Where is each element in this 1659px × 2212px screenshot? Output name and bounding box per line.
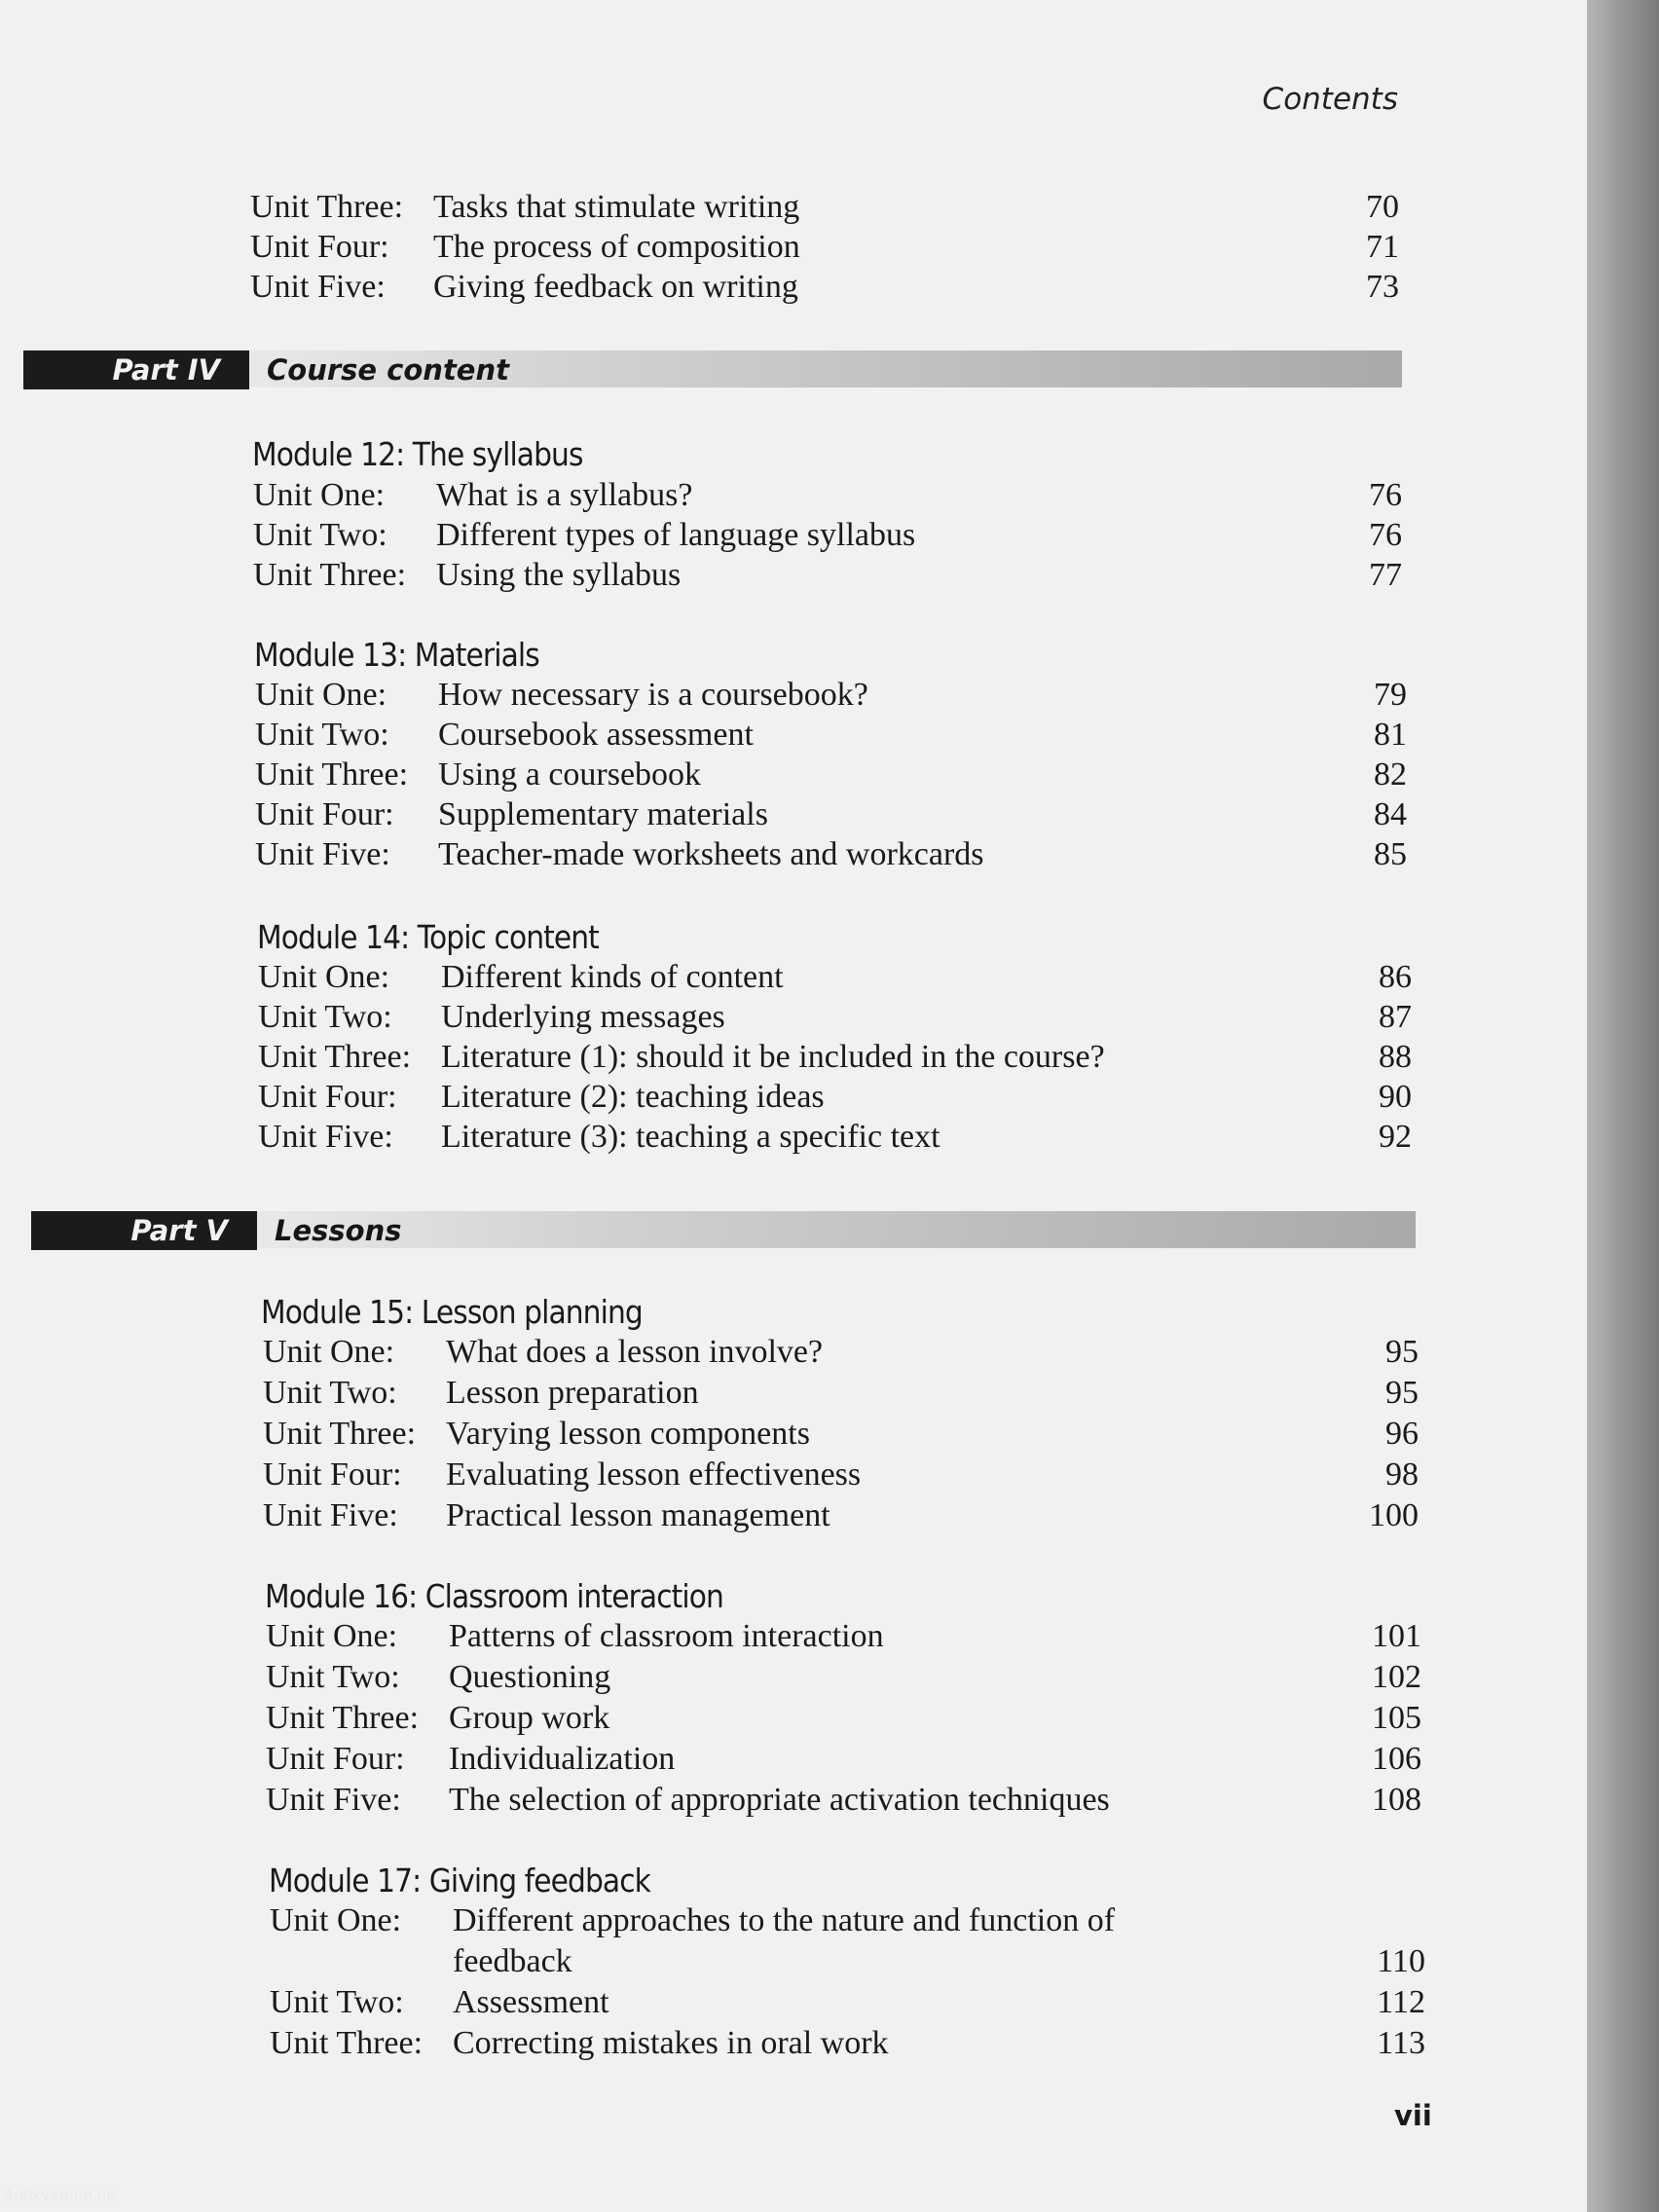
- toc-entry: [266, 1698, 1421, 1739]
- unit-label: Unit Three:: [258, 1039, 412, 1075]
- toc-entry: [253, 475, 1402, 516]
- toc-entry: [263, 1495, 1419, 1536]
- unit-title: Different kinds of content: [441, 959, 784, 995]
- watermark: Antikvarium.hu: [4, 2187, 116, 2204]
- unit-title: Patterns of classroom interaction: [449, 1618, 884, 1654]
- unit-title: What does a lesson involve?: [446, 1334, 824, 1370]
- unit-label: Unit One:: [263, 1334, 395, 1370]
- unit-title: What is a syllabus?: [436, 477, 693, 513]
- toc-entry-continuation: [270, 1941, 1425, 1982]
- toc-entry: [258, 997, 1412, 1038]
- toc-entry: [255, 794, 1407, 835]
- toc-entry: [258, 1077, 1412, 1118]
- unit-title: Supplementary materials: [438, 796, 768, 832]
- unit-title: Coursebook assessment: [438, 717, 754, 753]
- toc-entry: [266, 1780, 1421, 1821]
- unit-title: Lesson preparation: [446, 1375, 699, 1411]
- page-number: 73: [1366, 269, 1399, 305]
- toc-entry: [270, 1982, 1425, 2023]
- module-heading: Module 12: The syllabus: [252, 435, 583, 473]
- unit-title: Giving feedback on writing: [433, 269, 798, 305]
- toc-entry: [263, 1332, 1419, 1373]
- toc-entry: [263, 1455, 1419, 1495]
- toc-entry: [258, 1037, 1412, 1078]
- page-number: 82: [1374, 756, 1407, 793]
- unit-label: Unit Four:: [255, 796, 394, 832]
- unit-label: Unit Two:: [263, 1375, 397, 1411]
- part-name: Course content: [267, 353, 509, 387]
- page-number: 70: [1366, 189, 1399, 225]
- unit-label: Unit Five:: [250, 269, 386, 305]
- unit-title: Practical lesson management: [446, 1497, 830, 1533]
- page-number: 102: [1372, 1659, 1421, 1695]
- part-banner: [31, 1211, 1416, 1250]
- toc-entry: [258, 1117, 1412, 1158]
- part-name: Lessons: [275, 1214, 402, 1247]
- unit-label: Unit Three:: [266, 1700, 420, 1736]
- unit-title: Questioning: [449, 1659, 611, 1695]
- page-number: 86: [1379, 959, 1412, 995]
- unit-title: The selection of appropriate activation techniques: [449, 1782, 1110, 1818]
- page-number: 113: [1377, 2025, 1425, 2061]
- unit-title: Varying lesson components: [446, 1416, 810, 1452]
- page-number: 76: [1369, 517, 1402, 553]
- unit-label: Unit Four:: [263, 1456, 402, 1493]
- unit-title: The process of composition: [433, 229, 800, 265]
- toc-entry: [250, 187, 1399, 228]
- unit-title: Underlying messages: [441, 999, 725, 1035]
- page-number: 100: [1369, 1497, 1419, 1533]
- page-number: 81: [1374, 717, 1407, 753]
- unit-label: Unit One:: [253, 477, 386, 513]
- banner-fill: [255, 1211, 1416, 1248]
- page-folio: vii: [1394, 2099, 1432, 2132]
- unit-title: How necessary is a coursebook?: [438, 677, 868, 713]
- page-number: 98: [1385, 1456, 1419, 1493]
- toc-entry: [253, 515, 1402, 556]
- page-number: 95: [1385, 1334, 1419, 1370]
- unit-label: Unit Five:: [255, 836, 390, 872]
- page-number: 101: [1372, 1618, 1421, 1654]
- part-label: Part IV: [112, 353, 220, 387]
- unit-label: Unit Four:: [258, 1079, 397, 1115]
- unit-title: Using a coursebook: [438, 756, 702, 793]
- toc-entry: [266, 1616, 1421, 1657]
- toc-entry: [255, 755, 1407, 795]
- unit-label: Unit One:: [266, 1618, 398, 1654]
- module-heading: Module 13: Materials: [254, 636, 539, 674]
- module-heading: Module 16: Classroom interaction: [265, 1577, 723, 1615]
- page-number: 79: [1374, 677, 1407, 713]
- page-number: 112: [1377, 1984, 1425, 2020]
- unit-label: Unit Two:: [270, 1984, 404, 2020]
- unit-title: Evaluating lesson effectiveness: [446, 1456, 862, 1493]
- unit-title: Literature (3): teaching a specific text: [441, 1119, 940, 1155]
- unit-title: Assessment: [453, 1984, 609, 2020]
- page-number: 105: [1372, 1700, 1421, 1736]
- unit-title: Different types of language syllabus: [436, 517, 916, 553]
- toc-entry: [266, 1739, 1421, 1780]
- unit-title: Tasks that stimulate writing: [433, 189, 800, 225]
- toc-entry: [255, 675, 1407, 716]
- page-number: 95: [1385, 1375, 1419, 1411]
- page-number: 106: [1372, 1741, 1421, 1777]
- unit-label: Unit Two:: [255, 717, 389, 753]
- toc-entry: [255, 834, 1407, 875]
- unit-label: Unit Four:: [266, 1741, 405, 1777]
- unit-label: Unit Two:: [258, 999, 392, 1035]
- page-number: 110: [1377, 1943, 1425, 1979]
- unit-title: Correcting mistakes in oral work: [453, 2025, 889, 2061]
- unit-title: Using the syllabus: [436, 557, 682, 593]
- unit-title: Different approaches to the nature and function of: [453, 1902, 1116, 1938]
- unit-label: Unit One:: [270, 1902, 402, 1938]
- unit-label: Unit Three:: [263, 1416, 417, 1452]
- toc-entry: [258, 957, 1412, 998]
- part-label: Part V: [130, 1214, 228, 1247]
- toc-entry: [250, 267, 1399, 308]
- unit-label: Unit Five:: [266, 1782, 401, 1818]
- unit-title: Literature (2): teaching ideas: [441, 1079, 825, 1115]
- page-number: 90: [1379, 1079, 1412, 1115]
- page-number: 84: [1374, 796, 1407, 832]
- unit-label: Unit Two:: [266, 1659, 400, 1695]
- unit-title: Individualization: [449, 1741, 676, 1777]
- unit-label: Unit Five:: [258, 1119, 393, 1155]
- unit-label: Unit Three:: [255, 756, 409, 793]
- toc-entry: [253, 555, 1402, 596]
- toc-entry: [270, 2023, 1425, 2064]
- page-number: 88: [1379, 1039, 1412, 1075]
- page-number: 108: [1372, 1782, 1421, 1818]
- unit-label: Unit One:: [258, 959, 390, 995]
- unit-label: Unit Four:: [250, 229, 389, 265]
- part-banner: [23, 350, 1402, 389]
- module-heading: Module 15: Lesson planning: [261, 1293, 643, 1331]
- unit-label: Unit Three:: [253, 557, 407, 593]
- unit-title-continued: feedback: [453, 1943, 572, 1979]
- unit-title: Literature (1): should it be included in the course?: [441, 1039, 1105, 1075]
- page-number: 77: [1369, 557, 1402, 593]
- book-spine: [1587, 0, 1659, 2212]
- module-heading: Module 14: Topic content: [257, 918, 599, 956]
- unit-label: Unit Two:: [253, 517, 387, 553]
- page-number: 96: [1385, 1416, 1419, 1452]
- page-number: 76: [1369, 477, 1402, 513]
- module-heading: Module 17: Giving feedback: [269, 1862, 650, 1899]
- toc-entry: [263, 1373, 1419, 1414]
- toc-entry: [270, 1900, 1425, 1941]
- running-header: Contents: [1262, 82, 1398, 117]
- part-label-block: [23, 350, 249, 389]
- toc-entry: [250, 227, 1399, 268]
- page-number: 85: [1374, 836, 1407, 872]
- unit-label: Unit Five:: [263, 1497, 398, 1533]
- unit-title: Group work: [449, 1700, 610, 1736]
- page-number: 71: [1366, 229, 1399, 265]
- part-label-block: [31, 1211, 257, 1250]
- toc-entry: [263, 1414, 1419, 1455]
- page-number: 92: [1379, 1119, 1412, 1155]
- unit-label: Unit Three:: [250, 189, 404, 225]
- page-number: 87: [1379, 999, 1412, 1035]
- toc-entry: [266, 1657, 1421, 1698]
- unit-label: Unit Three:: [270, 2025, 424, 2061]
- unit-label: Unit One:: [255, 677, 387, 713]
- unit-title: Teacher-made worksheets and workcards: [438, 836, 984, 872]
- toc-entry: [255, 715, 1407, 756]
